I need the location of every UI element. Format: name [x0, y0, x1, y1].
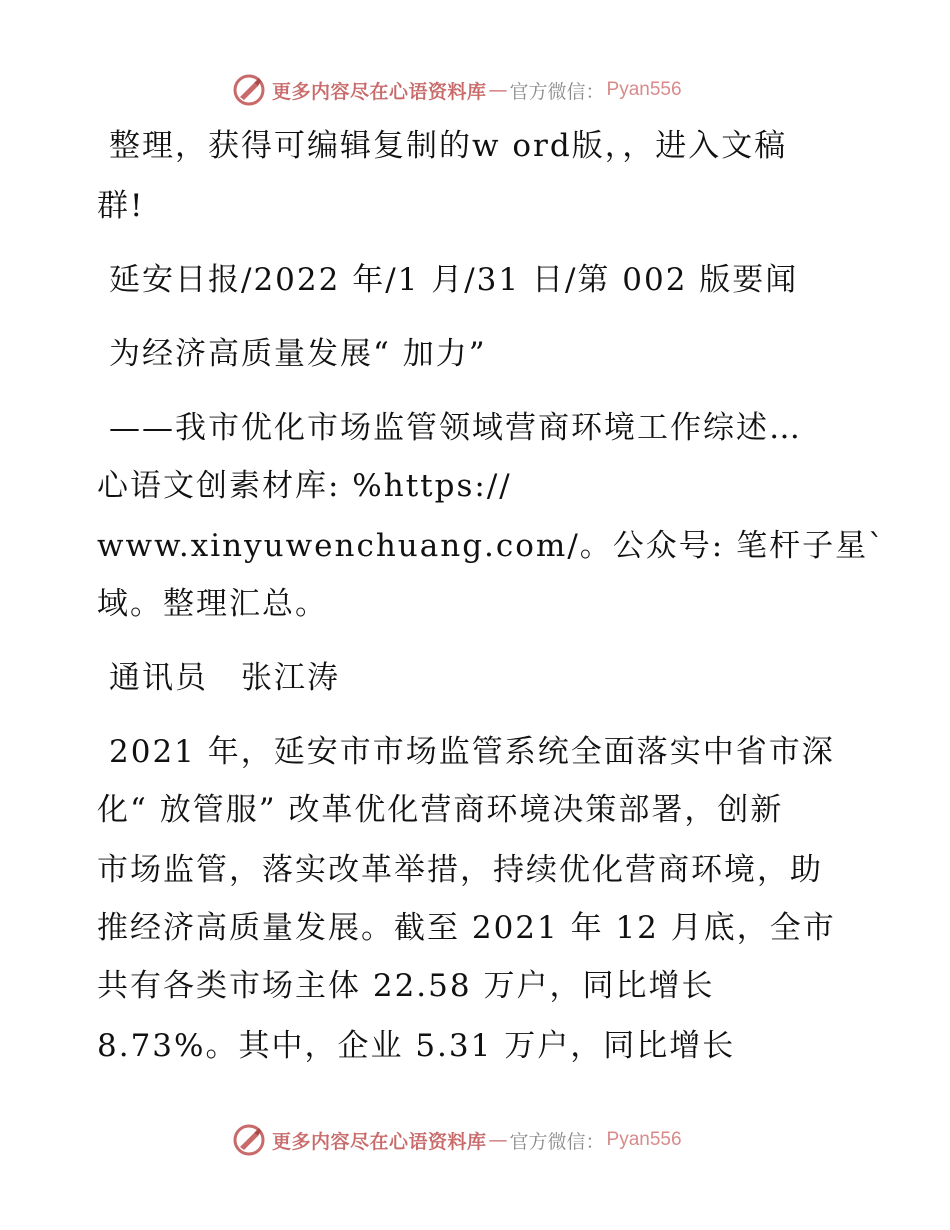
body-line: 域。整理汇总。	[97, 586, 328, 622]
watermark-dash: —	[488, 79, 508, 101]
body-line: 整理，获得可编辑复制的w ord版，，进入文稿	[109, 128, 788, 164]
watermark-dash: —	[488, 1129, 508, 1151]
body-line: 共有各类市场主体 22.58 万户，同比增长	[97, 968, 715, 1004]
body-line: www.xinyuwenchuang.com/。公众号: 笔杆子星`	[97, 528, 886, 564]
watermark-wechat-label: 官方微信：	[509, 80, 605, 103]
body-line: 8.73%。其中，企业 5.31 万户，同比增长	[97, 1028, 736, 1064]
body-line: 心语文创素材库: %https://	[97, 468, 512, 504]
header-watermark	[232, 72, 752, 108]
body-line: 2021 年，延安市市场监管系统全面落实中省市深	[109, 734, 835, 770]
article-title: 为经济高质量发展“ 加力”	[109, 336, 487, 372]
watermark-site-text: 更多内容尽在心语资料库	[272, 1130, 487, 1153]
byline: 通讯员 张江涛	[109, 660, 340, 696]
watermark-wechat-id: Pyan556	[606, 79, 682, 100]
body-line: 延安日报/2022 年/1 月/31 日/第 002 版要闻	[109, 262, 799, 298]
footer-watermark	[232, 1122, 752, 1158]
watermark-site-text: 更多内容尽在心语资料库	[272, 80, 487, 103]
watermark-wechat-label: 官方微信：	[509, 1130, 605, 1153]
body-line: 推经济高质量发展。截至 2021 年 12 月底，全市	[97, 910, 836, 946]
body-line: 化“ 放管服” 改革优化营商环境决策部署，创新	[97, 792, 784, 828]
body-line: 群!	[97, 188, 145, 224]
body-line: 市场监管，落实改革举措，持续优化营商环境，助	[97, 852, 823, 888]
article-subtitle: ——我市优化市场监管领域营商环境工作综述…	[109, 410, 802, 446]
brush-logo-icon	[232, 73, 266, 107]
brush-logo-icon	[232, 1123, 266, 1157]
watermark-wechat-id: Pyan556	[606, 1129, 682, 1150]
